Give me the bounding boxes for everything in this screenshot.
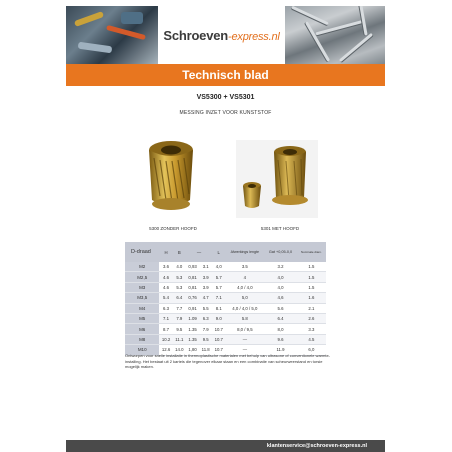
thread-size-cell: M2: [125, 262, 159, 272]
table-cell: 12.6: [159, 345, 172, 355]
table-cell: 9.6: [264, 334, 296, 344]
table-row: [125, 303, 326, 313]
spec-table: [125, 242, 326, 356]
table-cell: 7.9: [199, 324, 212, 334]
col-header: —: [186, 242, 212, 262]
logo-main: Schroeven: [163, 27, 229, 43]
table-cell: 3.5: [225, 262, 264, 272]
table-cell: 4.7: [199, 293, 212, 303]
table-cell: 10.2: [159, 334, 172, 344]
thread-size-cell: M5: [125, 313, 159, 323]
table-cell: 14.0: [173, 345, 186, 355]
table-row: [125, 282, 326, 292]
table-cell: 5.6: [264, 303, 296, 313]
table-cell: 7.7: [173, 303, 186, 313]
table-cell: 1.35: [186, 334, 199, 344]
thread-size-cell: M6: [125, 324, 159, 334]
table-cell: 5.7: [212, 272, 225, 282]
table-cell: 2.1: [297, 303, 326, 313]
table-cell: 10.7: [212, 324, 225, 334]
footer-bar: [66, 440, 385, 452]
tools-photo: [66, 6, 158, 64]
table-cell: 1.5: [297, 282, 326, 292]
table-cell: —: [225, 334, 264, 344]
table-cell: 4.6: [159, 272, 172, 282]
table-cell: 5.7: [212, 282, 225, 292]
col-header: B: [173, 242, 186, 262]
col-header: Nominale diam.: [297, 242, 326, 262]
table-cell: 11.9: [264, 345, 296, 355]
table-cell: 4.6: [159, 282, 172, 292]
table-cell: 0,81: [186, 282, 199, 292]
table-cell: 4,0: [264, 282, 296, 292]
table-cell: 10.7: [212, 334, 225, 344]
table-cell: 6.4: [264, 313, 296, 323]
table-cell: 1.5: [297, 262, 326, 272]
table-cell: 6,0: [297, 345, 326, 355]
table-cell: 0,93: [186, 262, 199, 272]
table-cell: 11.1: [173, 334, 186, 344]
table-cell: 8,0: [264, 324, 296, 334]
table-cell: 6.4: [173, 293, 186, 303]
thread-size-cell: M2,5: [125, 272, 159, 282]
thread-size-cell: M10: [125, 345, 159, 355]
footer-email[interactable]: klantenservice@schroeven-express.nl: [266, 443, 367, 449]
table-cell: 1.6: [297, 293, 326, 303]
table-cell: 6.3: [199, 313, 212, 323]
table-cell: 7.9: [173, 313, 186, 323]
col-header: L: [212, 242, 225, 262]
table-cell: 3.1: [199, 262, 212, 272]
thread-size-cell: M4: [125, 303, 159, 313]
table-cell: 3.9: [199, 282, 212, 292]
table-row: [125, 313, 326, 323]
insert-with-head-image: [236, 140, 318, 218]
table-cell: 4.0: [173, 262, 186, 272]
caption-without-head: 5300 ZONDER HOOFD: [149, 226, 197, 231]
table-cell: 3.2: [264, 262, 296, 272]
table-cell: 4,0 / 4,0 / 5,0: [225, 303, 264, 313]
screws-photo: [285, 6, 385, 64]
product-title: VS5300 + VS5301: [196, 94, 255, 101]
table-cell: 0,91: [186, 303, 199, 313]
table-cell: 0,81: [186, 272, 199, 282]
table-cell: 1.35: [186, 324, 199, 334]
header: [66, 6, 385, 64]
thread-size-cell: M8: [125, 334, 159, 344]
table-cell: 3.9: [199, 272, 212, 282]
table-cell: 4,6: [264, 293, 296, 303]
caption-with-head: 5301 MET HOOFD: [260, 226, 300, 231]
table-row: [125, 293, 326, 303]
table-cell: 1,80: [186, 345, 199, 355]
table-cell: 10.7: [212, 345, 225, 355]
table-cell: 5.3: [173, 272, 186, 282]
table-cell: 5.3: [173, 282, 186, 292]
table-cell: 7.1: [159, 313, 172, 323]
table-cell: —: [225, 345, 264, 355]
table-header-row: [125, 242, 326, 262]
table-row: [125, 324, 326, 334]
description-text: Ontworpen voor snelle installatie in thermoplastische materialen met behulp van ultrasone of conventionele warmte-installing. Het bestaat uit 2 kartels die tegenover elkaar staan en een combinatie van scheurweerstand en torsie mogelijk maken.: [125, 353, 330, 369]
banner-title: Technisch blad: [182, 68, 269, 82]
table-cell: 4,0 / 4,0: [225, 282, 264, 292]
col-header: Gat +0,05-0,0: [264, 242, 296, 262]
thread-size-cell: M3,5: [125, 293, 159, 303]
table-cell: 6.3: [159, 303, 172, 313]
table-cell: 0,76: [186, 293, 199, 303]
table-cell: 4.5: [297, 334, 326, 344]
title-banner: [66, 64, 385, 86]
col-header: H: [159, 242, 172, 262]
table-cell: 9.5: [199, 334, 212, 344]
table-cell: 1.5: [297, 272, 326, 282]
table-cell: 4,0: [212, 262, 225, 272]
product-subtitle: MESSING INZET VOOR KUNSTSTOF: [179, 110, 272, 116]
table-cell: 3.6: [159, 262, 172, 272]
table-cell: 4: [225, 272, 264, 282]
table-cell: 8.7: [159, 324, 172, 334]
logo-accent: -express.nl: [228, 30, 280, 43]
logo: [158, 6, 285, 64]
table-cell: 1.09: [186, 313, 199, 323]
table-row: [125, 262, 326, 272]
table-cell: 5.4: [159, 293, 172, 303]
table-cell: 2.6: [297, 313, 326, 323]
table-row: [125, 334, 326, 344]
col-header: D-draad: [125, 242, 159, 262]
table-cell: 9.5: [173, 324, 186, 334]
table-cell: 3.3: [297, 324, 326, 334]
table-cell: 5.8: [225, 313, 264, 323]
thread-size-cell: M3: [125, 282, 159, 292]
insert-without-head-image: [138, 136, 208, 216]
table-cell: 5,0: [225, 293, 264, 303]
table-cell: 7.1: [212, 293, 225, 303]
table-cell: 4,0: [264, 272, 296, 282]
table-cell: 11.8: [199, 345, 212, 355]
table-cell: 9.0: [212, 313, 225, 323]
table-cell: 5.5: [199, 303, 212, 313]
table-cell: 8,0 / 9,5: [225, 324, 264, 334]
table-cell: 8.1: [212, 303, 225, 313]
table-row: [125, 272, 326, 282]
col-header: Afwerkings lengte: [225, 242, 264, 262]
